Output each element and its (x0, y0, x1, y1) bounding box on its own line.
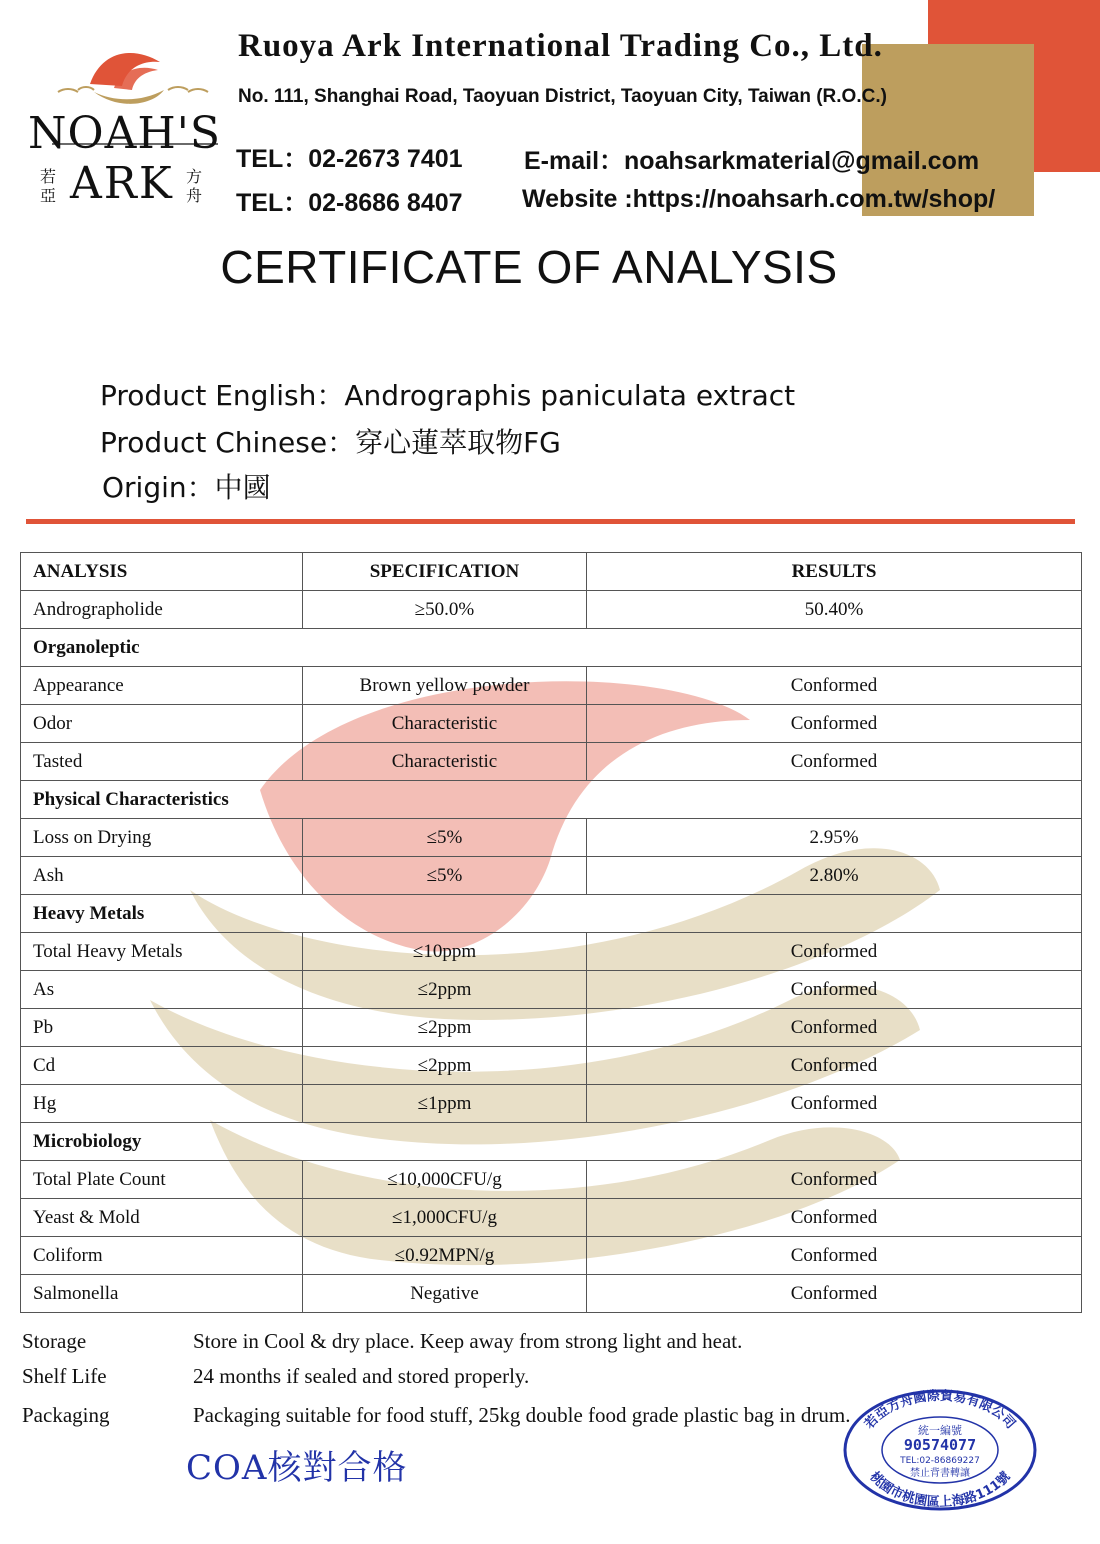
table-row (21, 1085, 1082, 1123)
section-label: Microbiology (21, 1123, 1082, 1161)
stamp-arc-bottom: 桃園市桃園區上海路111號 (866, 1469, 1014, 1511)
analysis-cell: Yeast & Mold (21, 1199, 303, 1237)
stamp-tel: TEL:02-86869227 (900, 1456, 980, 1466)
stamp-arc-top: 若亞方舟國際貿易有限公司 (862, 1388, 1018, 1433)
specification-cell: ≤1ppm (303, 1085, 587, 1123)
analysis-cell: Odor (21, 705, 303, 743)
section-label: Organoleptic (21, 629, 1082, 667)
analysis-cell: Coliform (21, 1237, 303, 1275)
specification-cell: ≤5% (303, 819, 587, 857)
specification-cell: ≤5% (303, 857, 587, 895)
specification-cell: Characteristic (303, 743, 587, 781)
storage-label: Storage (22, 1329, 87, 1353)
table-row (21, 1009, 1082, 1047)
result-cell: Conformed (587, 1275, 1082, 1313)
table-row (21, 1199, 1082, 1237)
logo-name-bottom: ARK (70, 158, 174, 209)
company-seal-stamp (842, 1388, 1038, 1512)
analysis-cell: Total Heavy Metals (21, 933, 303, 971)
analysis-cell: Appearance (21, 667, 303, 705)
table-row (21, 705, 1082, 743)
storage-text: Store in Cool & dry place. Keep away from strong light and heat. (193, 1329, 743, 1353)
result-cell: Conformed (587, 1199, 1082, 1237)
specification-cell: Brown yellow powder (303, 667, 587, 705)
result-cell: Conformed (587, 1237, 1082, 1275)
tel-1: TEL：02-2673 7401 (236, 145, 463, 173)
table-row (21, 591, 1082, 629)
table-section-row (21, 629, 1082, 667)
analysis-cell: Cd (21, 1047, 303, 1085)
header-results: RESULTS (587, 553, 1082, 591)
company-name: Ruoya Ark International Trading Co., Ltd. (238, 28, 883, 64)
analysis-cell: Total Plate Count (21, 1161, 303, 1199)
result-cell: Conformed (587, 743, 1082, 781)
table-row (21, 933, 1082, 971)
table-section-row (21, 1123, 1082, 1161)
analysis-cell: Salmonella (21, 1275, 303, 1313)
result-cell: Conformed (587, 933, 1082, 971)
specification-cell: ≤10,000CFU/g (303, 1161, 587, 1199)
specification-cell: ≤0.92MPN/g (303, 1237, 587, 1275)
analysis-table (20, 552, 1082, 1313)
table-row (21, 819, 1082, 857)
table-row (21, 1161, 1082, 1199)
product-english: Product English：Andrographis paniculata extract (100, 379, 796, 412)
logo-name-top: NOAH'S (28, 108, 221, 159)
table-row (21, 667, 1082, 705)
product-origin: Origin：中國 (102, 471, 271, 504)
coa-verified-mark: COA核對合格 (186, 1448, 408, 1488)
email: E-mail：noahsarkmaterial@gmail.com (524, 147, 980, 175)
divider (26, 519, 1075, 524)
product-chinese: Product Chinese：穿心蓮萃取物FG (100, 426, 561, 459)
packaging-label: Packaging (22, 1403, 110, 1427)
table-row (21, 857, 1082, 895)
stamp-note: 禁止背書轉讓 (910, 1468, 970, 1479)
result-cell: Conformed (587, 705, 1082, 743)
result-cell: Conformed (587, 1047, 1082, 1085)
result-cell: Conformed (587, 971, 1082, 1009)
specification-cell: ≤2ppm (303, 1009, 587, 1047)
tel-2: TEL：02-8686 8407 (236, 189, 463, 217)
website: Website :https://noahsarh.com.tw/shop/ (522, 185, 996, 213)
section-label: Physical Characteristics (21, 781, 1082, 819)
table-row (21, 1275, 1082, 1313)
specification-cell: ≤2ppm (303, 1047, 587, 1085)
result-cell: Conformed (587, 667, 1082, 705)
analysis-cell: As (21, 971, 303, 1009)
page-title: CERTIFICATE OF ANALYSIS (220, 241, 838, 293)
specification-cell: ≤1,000CFU/g (303, 1199, 587, 1237)
result-cell: Conformed (587, 1085, 1082, 1123)
specification-cell: ≤10ppm (303, 933, 587, 971)
result-cell: 2.95% (587, 819, 1082, 857)
shelf-life-text: 24 months if sealed and stored properly. (193, 1364, 530, 1388)
result-cell: 50.40% (587, 591, 1082, 629)
table-section-row (21, 895, 1082, 933)
header-analysis: ANALYSIS (21, 553, 303, 591)
analysis-cell: Hg (21, 1085, 303, 1123)
table-row (21, 1237, 1082, 1275)
result-cell: Conformed (587, 1009, 1082, 1047)
result-cell: 2.80% (587, 857, 1082, 895)
table-section-row (21, 781, 1082, 819)
specification-cell: Characteristic (303, 705, 587, 743)
stamp-label: 統一編號 (918, 1424, 962, 1437)
company-address: No. 111, Shanghai Road, Taoyuan District, Taoyuan City, Taiwan (R.O.C.) (238, 86, 887, 107)
specification-cell: ≥50.0% (303, 591, 587, 629)
specification-cell: Negative (303, 1275, 587, 1313)
stamp-number: 90574077 (903, 1436, 977, 1454)
analysis-cell: Pb (21, 1009, 303, 1047)
logo-cn-right: 方舟 (186, 169, 203, 205)
table-header-row (21, 553, 1082, 591)
table-row (21, 1047, 1082, 1085)
table-row (21, 743, 1082, 781)
analysis-cell: Loss on Drying (21, 819, 303, 857)
analysis-cell: Tasted (21, 743, 303, 781)
section-label: Heavy Metals (21, 895, 1082, 933)
header-specification: SPECIFICATION (303, 553, 587, 591)
analysis-cell: Ash (21, 857, 303, 895)
result-cell: Conformed (587, 1161, 1082, 1199)
analysis-cell: Andrographolide (21, 591, 303, 629)
specification-cell: ≤2ppm (303, 971, 587, 1009)
table-row (21, 971, 1082, 1009)
logo-cn-left: 若亞 (40, 169, 57, 205)
packaging-text: Packaging suitable for food stuff, 25kg double food grade plastic bag in drum. (193, 1403, 851, 1427)
shelf-life-label: Shelf Life (22, 1364, 107, 1388)
